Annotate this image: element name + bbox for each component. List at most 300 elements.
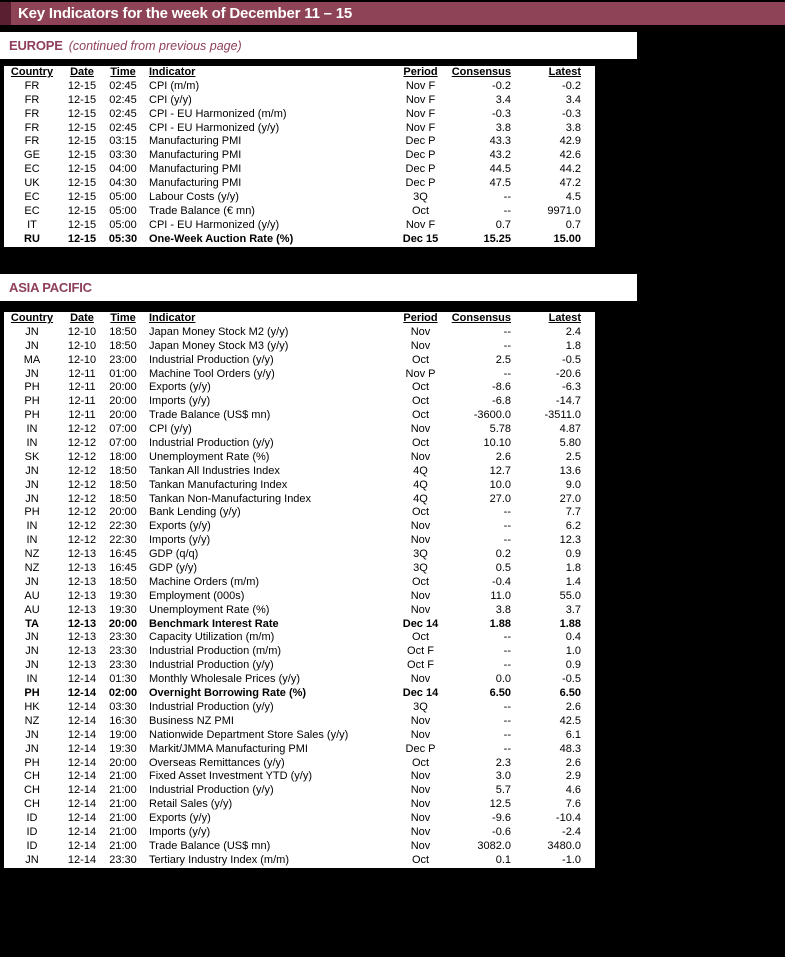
- cell-period: Nov F: [405, 93, 436, 106]
- cell-period: Nov F: [405, 218, 436, 231]
- table-row: [4, 576, 595, 590]
- cell-time: 04:00: [109, 163, 137, 176]
- table-row: [4, 659, 595, 673]
- table-row: [4, 673, 595, 687]
- cell-indicator: Trade Balance (€ mn): [149, 204, 255, 217]
- cell-time: 02:45: [109, 93, 137, 106]
- cell-period: Nov: [410, 520, 431, 533]
- cell-consensus: 2.6: [495, 450, 511, 463]
- cell-indicator: Machine Orders (m/m): [149, 575, 260, 588]
- cell-indicator: Industrial Production (y/y): [149, 353, 274, 366]
- cell-latest: 42.5: [559, 714, 581, 727]
- column-header-country: Country: [10, 312, 54, 324]
- table-row: [4, 437, 595, 451]
- cell-date: 12-14: [67, 812, 97, 825]
- table-row: [4, 381, 595, 395]
- cell-latest: 2.5: [565, 450, 581, 463]
- column-header-time: Time: [110, 66, 136, 78]
- table-row: [4, 506, 595, 520]
- cell-latest: 3.4: [565, 93, 581, 106]
- cell-country: FR: [24, 135, 40, 148]
- cell-country: UK: [24, 177, 40, 190]
- table-row: [4, 80, 595, 94]
- cell-indicator: Bank Lending (y/y): [149, 506, 241, 519]
- cell-period: Dec P: [405, 149, 436, 162]
- cell-time: 07:00: [109, 437, 137, 450]
- cell-latest: 3.8: [565, 121, 581, 134]
- table-row: [4, 548, 595, 562]
- cell-consensus: 12.7: [489, 464, 511, 477]
- cell-consensus: --: [503, 534, 511, 547]
- cell-date: 12-14: [67, 687, 97, 700]
- cell-indicator: Manufacturing PMI: [149, 177, 242, 190]
- cell-consensus: 10.0: [489, 478, 511, 491]
- cell-date: 12-12: [67, 423, 97, 436]
- cell-time: 23:30: [109, 659, 137, 672]
- table-row: [4, 340, 595, 354]
- column-header-time: Time: [110, 312, 136, 324]
- cell-country: IT: [27, 218, 37, 231]
- cell-latest: 7.6: [565, 798, 581, 811]
- cell-period: 4Q: [413, 464, 428, 477]
- cell-time: 22:30: [109, 520, 137, 533]
- table-row: [4, 493, 595, 507]
- cell-consensus: --: [503, 520, 511, 533]
- table-row: [4, 757, 595, 771]
- cell-latest: -0.2: [562, 79, 581, 92]
- cell-latest: 0.9: [565, 548, 581, 561]
- cell-time: 03:15: [109, 135, 137, 148]
- cell-time: 16:30: [109, 714, 137, 727]
- cell-period: Oct: [411, 353, 430, 366]
- table-header-row: [4, 66, 595, 80]
- cell-period: Dec P: [405, 135, 436, 148]
- table-row: [4, 701, 595, 715]
- cell-indicator: Overseas Remittances (y/y): [149, 756, 285, 769]
- cell-date: 12-15: [67, 204, 97, 217]
- cell-time: 18:00: [109, 450, 137, 463]
- cell-latest: -0.5: [562, 673, 581, 686]
- table-row: [4, 135, 595, 149]
- cell-latest: 4.6: [565, 784, 581, 797]
- cell-consensus: -9.6: [492, 812, 511, 825]
- table-row: [4, 604, 595, 618]
- cell-indicator: Benchmark Interest Rate: [149, 617, 279, 630]
- cell-country: AU: [24, 603, 40, 616]
- cell-time: 20:00: [109, 506, 137, 519]
- cell-indicator: Industrial Production (y/y): [149, 784, 274, 797]
- cell-consensus: 0.1: [495, 853, 511, 866]
- cell-date: 12-15: [67, 107, 97, 120]
- cell-period: Dec P: [405, 742, 436, 755]
- cell-indicator: Manufacturing PMI: [149, 149, 242, 162]
- cell-date: 12-14: [67, 673, 97, 686]
- cell-indicator: Exports (y/y): [149, 812, 211, 825]
- cell-date: 12-14: [67, 742, 97, 755]
- cell-country: PH: [24, 506, 40, 519]
- table-row: [4, 631, 595, 645]
- cell-time: 20:00: [108, 617, 138, 630]
- cell-consensus: 27.0: [489, 492, 511, 505]
- cell-period: Oct: [411, 395, 430, 408]
- cell-consensus: -0.6: [492, 825, 511, 838]
- cell-time: 23:30: [109, 645, 137, 658]
- cell-country: JN: [25, 325, 39, 338]
- cell-country: JN: [25, 339, 39, 352]
- cell-time: 20:00: [109, 381, 137, 394]
- cell-indicator: CPI (y/y): [149, 93, 192, 106]
- cell-time: 19:30: [109, 742, 137, 755]
- cell-consensus: 10.10: [483, 437, 511, 450]
- cell-date: 12-13: [67, 631, 97, 644]
- cell-period: Nov: [410, 839, 431, 852]
- cell-consensus: 0.0: [495, 673, 511, 686]
- cell-country: SK: [24, 450, 40, 463]
- cell-consensus: --: [503, 339, 511, 352]
- cell-latest: 1.88: [559, 617, 581, 630]
- cell-date: 12-12: [67, 450, 97, 463]
- table-row: [4, 645, 595, 659]
- table-row: [4, 368, 595, 382]
- cell-latest: 3480.0: [547, 839, 581, 852]
- cell-country: CH: [24, 770, 40, 783]
- cell-indicator: Markit/JMMA Manufacturing PMI: [149, 742, 308, 755]
- cell-consensus: 47.5: [489, 177, 511, 190]
- cell-consensus: -0.2: [492, 79, 511, 92]
- cell-latest: 2.6: [565, 756, 581, 769]
- cell-latest: -0.3: [562, 107, 581, 120]
- cell-date: 12-12: [67, 464, 97, 477]
- column-header-period: Period: [403, 66, 438, 78]
- cell-indicator: Monthly Wholesale Prices (y/y): [149, 673, 300, 686]
- cell-country: PH: [24, 409, 40, 422]
- table-row: [4, 233, 595, 247]
- cell-country: ID: [26, 825, 38, 838]
- cell-consensus: 2.5: [495, 353, 511, 366]
- cell-time: 02:00: [108, 687, 138, 700]
- cell-consensus: --: [503, 659, 511, 672]
- cell-period: Nov: [410, 534, 431, 547]
- cell-date: 12-14: [67, 770, 97, 783]
- column-header-latest: Latest: [548, 66, 581, 78]
- cell-latest: 1.4: [565, 575, 581, 588]
- cell-consensus: 3082.0: [477, 839, 511, 852]
- section-header-europe: [0, 32, 637, 59]
- cell-period: Dec 14: [402, 687, 439, 700]
- cell-indicator: Japan Money Stock M3 (y/y): [149, 339, 289, 352]
- cell-consensus: --: [503, 191, 511, 204]
- cell-date: 12-15: [67, 93, 97, 106]
- cell-period: Nov: [410, 825, 431, 838]
- table-row: [4, 149, 595, 163]
- cell-consensus: 5.78: [489, 423, 511, 436]
- cell-period: Oct: [411, 853, 430, 866]
- section-title-asia-pacific: ASIA PACIFIC: [9, 280, 92, 295]
- cell-latest: 3.7: [565, 603, 581, 616]
- cell-date: 12-14: [67, 798, 97, 811]
- cell-country: IN: [26, 673, 38, 686]
- cell-date: 12-11: [68, 381, 96, 394]
- cell-period: Nov: [410, 728, 431, 741]
- cell-country: NZ: [24, 548, 40, 561]
- cell-period: Oct: [411, 506, 430, 519]
- cell-consensus: --: [503, 728, 511, 741]
- cell-latest: 42.6: [559, 149, 581, 162]
- cell-indicator: Japan Money Stock M2 (y/y): [149, 325, 289, 338]
- cell-indicator: Exports (y/y): [149, 520, 211, 533]
- cell-date: 12-11: [68, 395, 96, 408]
- cell-consensus: 0.5: [495, 562, 511, 575]
- table-row: [4, 826, 595, 840]
- cell-indicator: Capacity Utilization (m/m): [149, 631, 275, 644]
- cell-indicator: Industrial Production (y/y): [149, 700, 274, 713]
- cell-date: 12-13: [67, 603, 97, 616]
- cell-latest: 2.6: [565, 700, 581, 713]
- cell-time: 21:00: [109, 770, 137, 783]
- cell-country: FR: [24, 93, 40, 106]
- cell-date: 12-13: [67, 575, 97, 588]
- cell-period: Dec 14: [402, 617, 439, 630]
- cell-date: 12-13: [67, 589, 97, 602]
- section-title-europe: EUROPE: [9, 38, 63, 53]
- cell-date: 12-15: [67, 121, 97, 134]
- cell-time: 20:00: [109, 756, 137, 769]
- cell-consensus: -8.6: [492, 381, 511, 394]
- cell-country: PH: [24, 381, 40, 394]
- cell-country: ID: [26, 839, 38, 852]
- cell-period: Nov: [410, 784, 431, 797]
- cell-indicator: Tankan Manufacturing Index: [149, 478, 288, 491]
- cell-indicator: Industrial Production (m/m): [149, 645, 282, 658]
- cell-latest: 4.87: [559, 423, 581, 436]
- table-row: [4, 409, 595, 423]
- cell-indicator: One-Week Auction Rate (%): [149, 232, 294, 245]
- cell-time: 21:00: [109, 839, 137, 852]
- cell-period: Nov F: [405, 79, 436, 92]
- cell-indicator: Imports (y/y): [149, 534, 211, 547]
- cell-date: 12-12: [67, 492, 97, 505]
- cell-country: JN: [25, 575, 39, 588]
- cell-time: 21:00: [109, 825, 137, 838]
- cell-date: 12-12: [67, 520, 97, 533]
- cell-latest: 12.3: [559, 534, 581, 547]
- cell-country: EC: [24, 191, 40, 204]
- cell-country: JN: [25, 853, 39, 866]
- column-header-latest: Latest: [548, 312, 581, 324]
- cell-consensus: 3.8: [495, 121, 511, 134]
- cell-indicator: Imports (y/y): [149, 825, 211, 838]
- cell-date: 12-14: [67, 700, 97, 713]
- cell-time: 21:00: [109, 798, 137, 811]
- cell-consensus: -0.4: [492, 575, 511, 588]
- cell-country: ID: [26, 812, 38, 825]
- cell-date: 12-10: [67, 325, 97, 338]
- cell-latest: 55.0: [559, 589, 581, 602]
- cell-period: Oct: [411, 437, 430, 450]
- cell-period: Nov F: [405, 107, 436, 120]
- cell-date: 12-15: [67, 218, 97, 231]
- cell-period: Nov: [410, 325, 431, 338]
- asia-pacific-indicators-table: [2, 310, 597, 870]
- cell-period: Dec P: [405, 177, 436, 190]
- cell-country: JN: [25, 742, 39, 755]
- table-row: [4, 191, 595, 205]
- table-row: [4, 729, 595, 743]
- cell-latest: 2.4: [565, 325, 581, 338]
- cell-indicator: Tankan All Industries Index: [149, 464, 280, 477]
- cell-indicator: GDP (y/y): [149, 562, 198, 575]
- cell-country: NZ: [24, 562, 40, 575]
- cell-indicator: Labour Costs (y/y): [149, 191, 239, 204]
- column-header-country: Country: [10, 66, 54, 78]
- table-row: [4, 108, 595, 122]
- cell-latest: 7.7: [565, 506, 581, 519]
- cell-country: FR: [24, 79, 40, 92]
- cell-latest: 27.0: [559, 492, 581, 505]
- table-row: [4, 205, 595, 219]
- cell-country: RU: [24, 232, 40, 245]
- cell-latest: 44.2: [559, 163, 581, 176]
- cell-indicator: Overnight Borrowing Rate (%): [149, 687, 307, 700]
- cell-consensus: --: [503, 742, 511, 755]
- cell-time: 02:45: [109, 121, 137, 134]
- cell-consensus: --: [503, 506, 511, 519]
- cell-time: 19:30: [109, 603, 137, 616]
- cell-consensus: -0.3: [492, 107, 511, 120]
- cell-indicator: Employment (000s): [149, 589, 245, 602]
- cell-period: Nov: [410, 603, 431, 616]
- cell-time: 22:30: [109, 534, 137, 547]
- section-subtitle-europe: (continued from previous page): [68, 38, 242, 53]
- cell-period: Nov: [410, 589, 431, 602]
- cell-latest: 2.9: [565, 770, 581, 783]
- cell-time: 18:50: [109, 575, 137, 588]
- cell-country: IN: [26, 423, 38, 436]
- cell-date: 12-15: [67, 149, 97, 162]
- section-header-asia-pacific: [0, 274, 637, 301]
- cell-indicator: Industrial Production (y/y): [149, 659, 274, 672]
- cell-period: Nov F: [405, 121, 436, 134]
- cell-consensus: --: [503, 631, 511, 644]
- cell-date: 12-13: [67, 659, 97, 672]
- column-header-consensus: Consensus: [451, 66, 511, 78]
- table-row: [4, 354, 595, 368]
- cell-period: Nov: [410, 798, 431, 811]
- cell-country: IN: [26, 437, 38, 450]
- cell-latest: -6.3: [562, 381, 581, 394]
- cell-latest: -1.0: [562, 853, 581, 866]
- cell-date: 12-12: [67, 478, 97, 491]
- cell-consensus: 0.7: [495, 218, 511, 231]
- cell-time: 03:30: [109, 149, 137, 162]
- cell-latest: 47.2: [559, 177, 581, 190]
- cell-period: Oct: [411, 409, 430, 422]
- cell-date: 12-15: [67, 177, 97, 190]
- cell-country: JN: [25, 478, 39, 491]
- column-header-indicator: Indicator: [149, 312, 196, 324]
- table-row: [4, 854, 595, 868]
- table-row: [4, 395, 595, 409]
- cell-date: 12-12: [67, 506, 97, 519]
- europe-indicators-table: [2, 64, 597, 249]
- table-row: [4, 326, 595, 340]
- cell-consensus: 1.88: [489, 617, 511, 630]
- cell-consensus: 44.5: [489, 163, 511, 176]
- cell-date: 12-15: [67, 163, 97, 176]
- cell-latest: 6.50: [559, 687, 581, 700]
- cell-time: 18:50: [109, 478, 137, 491]
- column-header-period: Period: [403, 312, 438, 324]
- cell-period: 3Q: [413, 562, 428, 575]
- cell-period: Oct: [411, 204, 430, 217]
- cell-latest: 48.3: [559, 742, 581, 755]
- table-row: [4, 618, 595, 632]
- cell-period: Nov: [410, 812, 431, 825]
- cell-period: Oct: [411, 575, 430, 588]
- cell-date: 12-12: [67, 534, 97, 547]
- cell-country: CH: [24, 784, 40, 797]
- cell-latest: -0.5: [562, 353, 581, 366]
- cell-date: 12-11: [68, 367, 96, 380]
- cell-date: 12-15: [67, 79, 97, 92]
- cell-country: PH: [24, 395, 40, 408]
- cell-country: HK: [24, 700, 40, 713]
- cell-indicator: Tankan Non-Manufacturing Index: [149, 492, 312, 505]
- cell-country: IN: [26, 534, 38, 547]
- cell-date: 12-14: [67, 784, 97, 797]
- cell-consensus: 3.0: [495, 770, 511, 783]
- cell-date: 12-12: [67, 437, 97, 450]
- cell-consensus: 5.7: [495, 784, 511, 797]
- cell-period: Nov: [410, 339, 431, 352]
- cell-date: 12-10: [67, 339, 97, 352]
- cell-consensus: 3.8: [495, 603, 511, 616]
- cell-country: MA: [23, 353, 41, 366]
- cell-latest: 6.1: [565, 728, 581, 741]
- table-row: [4, 534, 595, 548]
- cell-country: AU: [24, 589, 40, 602]
- cell-date: 12-15: [67, 191, 97, 204]
- cell-indicator: Retail Sales (y/y): [149, 798, 233, 811]
- cell-period: Oct F: [407, 645, 434, 658]
- table-row: [4, 743, 595, 757]
- cell-time: 01:30: [109, 673, 137, 686]
- cell-period: Nov: [410, 423, 431, 436]
- cell-latest: 1.0: [565, 645, 581, 658]
- cell-country: GE: [24, 149, 40, 162]
- cell-latest: -14.7: [555, 395, 581, 408]
- cell-indicator: GDP (q/q): [149, 548, 199, 561]
- cell-period: Dec P: [405, 163, 436, 176]
- cell-country: JN: [25, 464, 39, 477]
- cell-consensus: 15.25: [483, 232, 511, 245]
- cell-date: 12-14: [67, 714, 97, 727]
- cell-indicator: Imports (y/y): [149, 395, 211, 408]
- cell-time: 05:30: [108, 232, 138, 245]
- cell-consensus: 0.2: [495, 548, 511, 561]
- cell-indicator: Unemployment Rate (%): [149, 450, 270, 463]
- cell-time: 04:30: [109, 177, 137, 190]
- cell-date: 12-13: [67, 562, 97, 575]
- cell-time: 05:00: [109, 218, 137, 231]
- cell-indicator: CPI - EU Harmonized (m/m): [149, 107, 287, 120]
- table-row: [4, 770, 595, 784]
- cell-country: NZ: [24, 714, 40, 727]
- table-row: [4, 590, 595, 604]
- table-row: [4, 840, 595, 854]
- cell-consensus: --: [503, 645, 511, 658]
- cell-indicator: Manufacturing PMI: [149, 135, 242, 148]
